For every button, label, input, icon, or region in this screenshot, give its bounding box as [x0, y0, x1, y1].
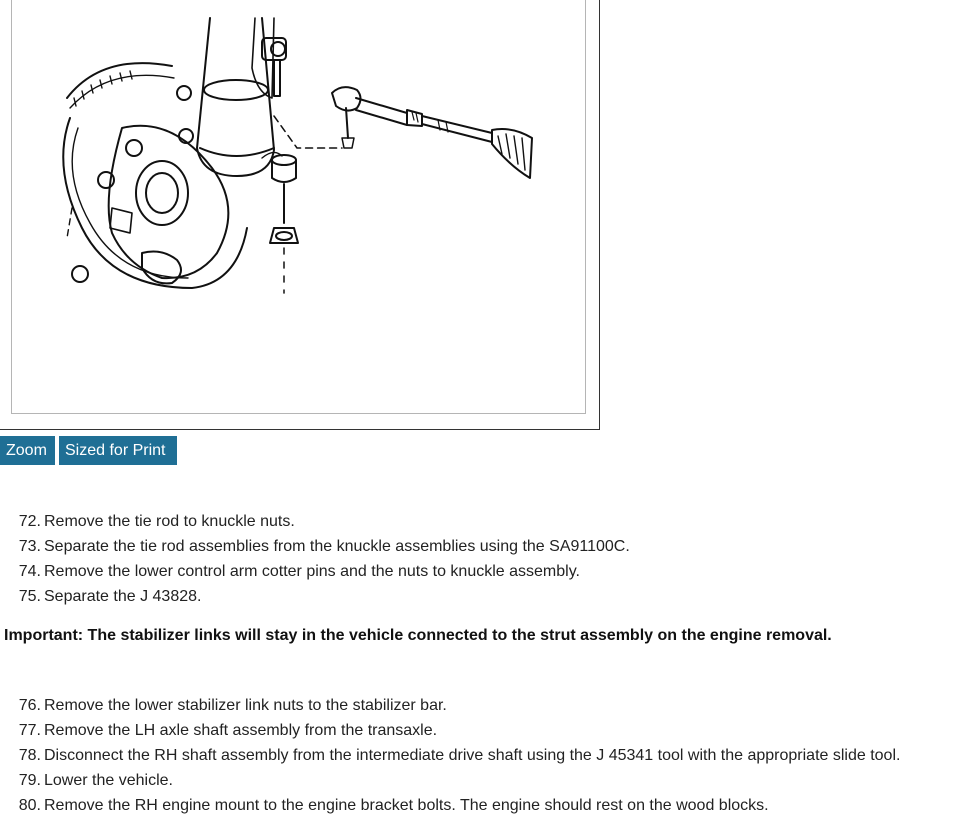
procedure-steps-list-continued — [0, 693, 900, 818]
important-note: Important: The stabilizer links will stay in the vehicle connected to the strut assembly on the engine removal. — [4, 627, 832, 644]
step-text: Remove the lower control arm cotter pins and the nuts to knuckle assembly. — [44, 563, 580, 580]
step-text: Remove the LH axle shaft assembly from the transaxle. — [44, 722, 438, 739]
list-item — [0, 534, 630, 559]
step-number: 76. — [18, 697, 41, 714]
sized-for-print-button[interactable]: Sized for Print — [59, 436, 177, 465]
figure-frame — [0, 0, 600, 430]
step-number: 74. — [18, 563, 41, 580]
step-number: 75. — [18, 588, 41, 605]
step-text: Separate the tie rod assemblies from the knuckle assemblies using the SA91100C. — [44, 538, 630, 555]
step-text: Remove the tie rod to knuckle nuts. — [44, 513, 295, 530]
step-text: Separate the J 43828. — [44, 588, 202, 605]
step-number: 73. — [18, 538, 41, 555]
step-number: 79. — [18, 772, 41, 789]
knuckle-assembly-drawing — [12, 0, 587, 414]
step-number: 80. — [18, 797, 41, 814]
step-number: 78. — [18, 747, 41, 764]
step-text: Remove the RH engine mount to the engine bracket bolts. The engine should rest on the wood blocks. — [44, 797, 769, 814]
list-item — [0, 693, 900, 718]
list-item — [0, 718, 900, 743]
step-number: 72. — [18, 513, 41, 530]
list-item — [0, 584, 630, 609]
step-text: Lower the vehicle. — [44, 772, 173, 789]
list-item — [0, 743, 900, 768]
list-item — [0, 559, 630, 584]
service-illustration — [11, 0, 586, 414]
step-text: Disconnect the RH shaft assembly from the intermediate drive shaft using the J 45341 tool with the appropriate slide tool. — [44, 747, 901, 764]
list-item — [0, 793, 900, 818]
step-number: 77. — [18, 722, 41, 739]
step-text: Remove the lower stabilizer link nuts to the stabilizer bar. — [44, 697, 447, 714]
list-item — [0, 509, 630, 534]
list-item — [0, 768, 900, 793]
procedure-steps-list — [0, 509, 630, 609]
zoom-button[interactable]: Zoom — [0, 436, 55, 465]
